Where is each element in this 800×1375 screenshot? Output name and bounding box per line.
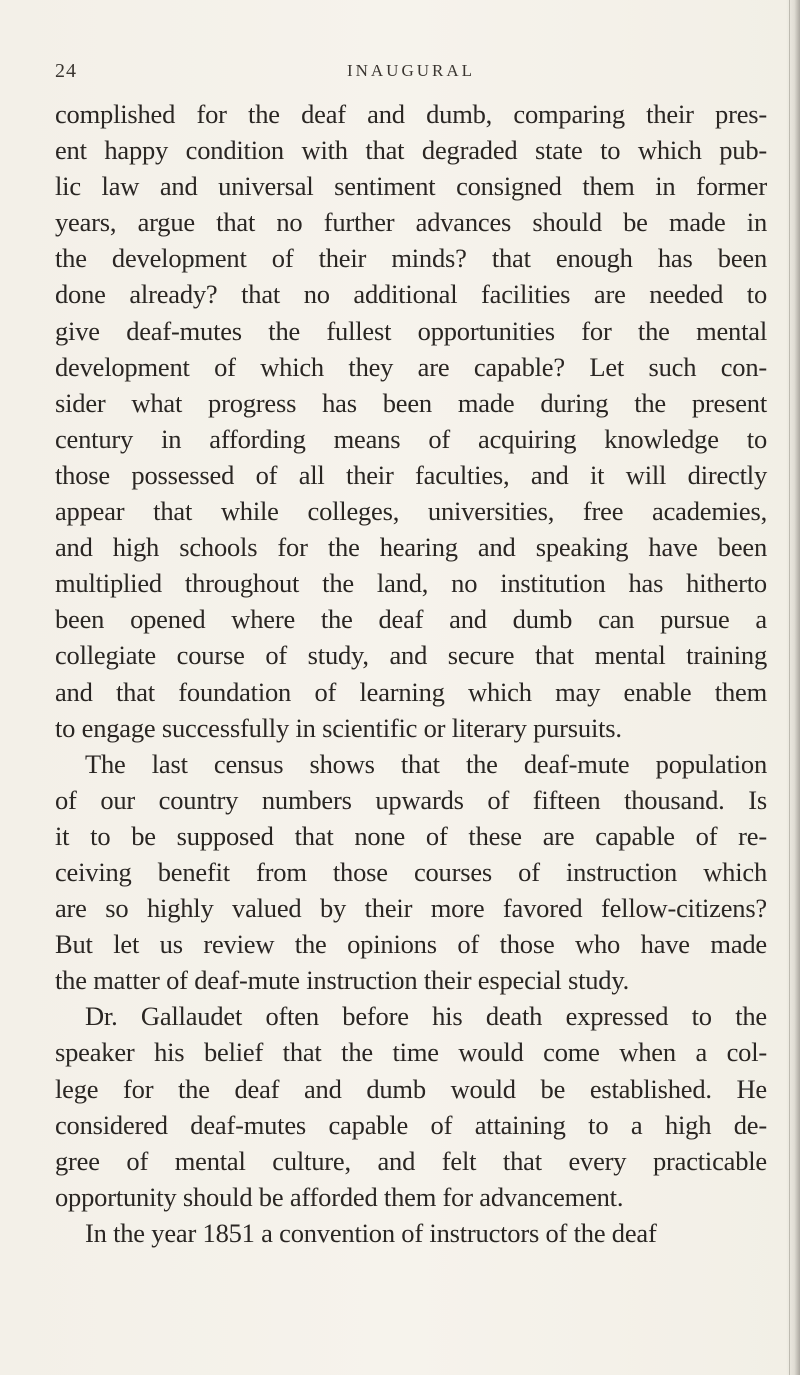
text-line: and high schools for the hearing and speaking have been <box>55 532 767 563</box>
text-line: speaker his belief that the time would come when a col- <box>55 1037 767 1068</box>
text-line: collegiate course of study, and secure that mental training <box>55 640 767 671</box>
text-line: and that foundation of learning which may enable them <box>55 676 767 707</box>
text-line: considered deaf-mutes capable of attaining to a high de- <box>55 1109 767 1140</box>
text-line: The last census shows that the deaf-mute population <box>85 748 767 779</box>
text-line: lege for the deaf and dumb would be established. He <box>55 1073 767 1104</box>
body-text <box>55 96 767 1251</box>
text-line: century in affording means of acquiring knowledge to <box>55 423 767 454</box>
text-line: multiplied throughout the land, no institution has hitherto <box>55 568 767 599</box>
text-line: development of which they are capable? Let such con- <box>55 351 767 382</box>
text-line: those possessed of all their faculties, and it will directly <box>55 459 767 490</box>
text-line: give deaf-mutes the fullest opportunities for the mental <box>55 315 767 346</box>
text-line: lic law and universal sentiment consigned them in former <box>55 171 767 202</box>
text-line: But let us review the opinions of those who have made <box>55 929 767 960</box>
text-line: gree of mental culture, and felt that every practicable <box>55 1145 767 1176</box>
text-line: it to be supposed that none of these are capable of re- <box>55 820 767 851</box>
text-line: been opened where the deaf and dumb can pursue a <box>55 604 767 635</box>
running-head: INAUGURAL <box>346 61 476 80</box>
text-line: Dr. Gallaudet often before his death expressed to the <box>85 1001 767 1032</box>
text-line: years, argue that no further advances should be made in <box>55 207 767 238</box>
text-line: In the year 1851 a convention of instructors of the deaf <box>85 1217 657 1248</box>
text-line: appear that while colleges, universities, free academies, <box>55 496 767 527</box>
page-number: 24 <box>55 60 77 82</box>
text-line: the development of their minds? that enough has been <box>55 243 767 274</box>
text-line: to engage successfully in scientific or literary pursuits. <box>55 712 622 743</box>
text-line: complished for the deaf and dumb, comparing their pres- <box>55 99 767 129</box>
text-line: of our country numbers upwards of fifteen thousand. Is <box>55 784 767 815</box>
text-line: sider what progress has been made during the present <box>55 387 767 418</box>
page-edge-line <box>789 0 790 1375</box>
text-line: are so highly valued by their more favored fellow-citizens? <box>55 893 767 924</box>
text-line: ceiving benefit from those courses of instruction which <box>55 856 767 887</box>
text-line: done already? that no additional facilities are needed to <box>55 279 767 310</box>
text-line: the matter of deaf-mute instruction their especial study. <box>55 965 630 996</box>
text-line: opportunity should be afforded them for advancement. <box>55 1181 624 1212</box>
text-line: ent happy condition with that degraded state to which pub- <box>55 135 767 166</box>
page-header <box>55 60 767 90</box>
